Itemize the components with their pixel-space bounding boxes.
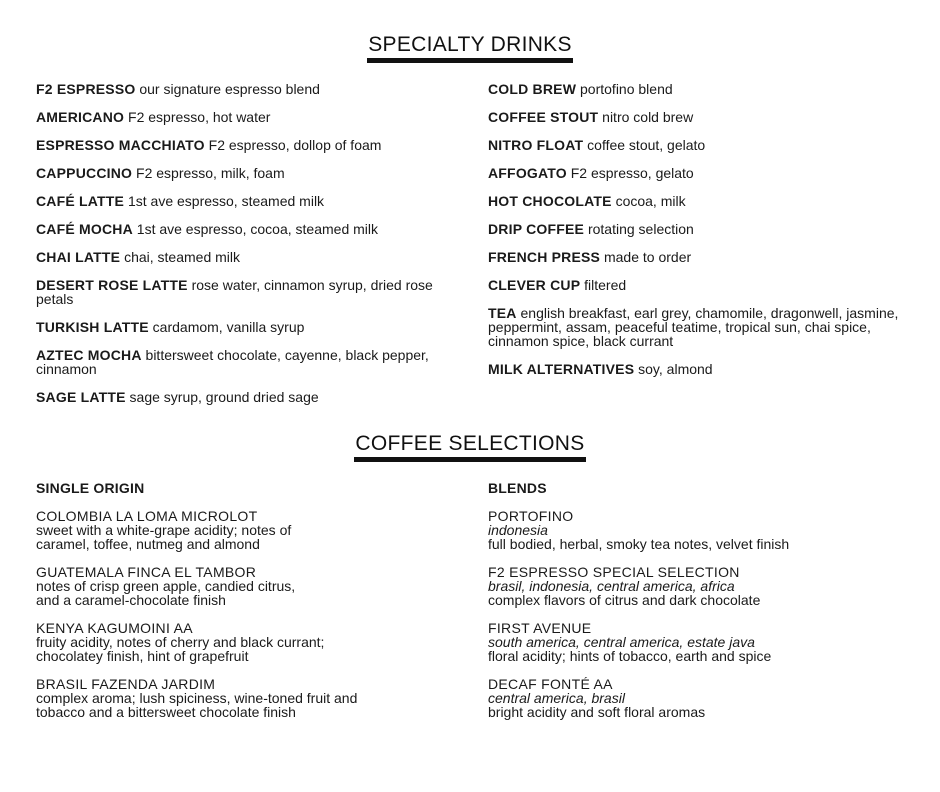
drink-name: COFFEE STOUT: [488, 109, 599, 125]
drink-description: F2 espresso, hot water: [128, 109, 271, 125]
coffee-origin: south america, central america, estate java: [488, 634, 755, 650]
drink-description: cocoa, milk: [615, 193, 686, 209]
coffee-notes: notes of crisp green apple, candied citrus,: [36, 578, 296, 594]
coffee-name: PORTOFINO: [488, 508, 574, 524]
drink-name: COLD BREW: [488, 81, 577, 97]
menu-item: [488, 362, 908, 376]
drink-name: AZTEC MOCHA: [36, 347, 142, 363]
coffee-notes: floral acidity; hints of tobacco, earth and spice: [488, 648, 772, 664]
coffee-notes: complex flavors of citrus and dark chocolate: [488, 592, 761, 608]
menu-item: [488, 166, 908, 180]
coffee-name: FIRST AVENUE: [488, 620, 592, 636]
drink-name: TEA: [488, 305, 517, 321]
coffee-item: [488, 621, 908, 663]
drink-description: F2 espresso, dollop of foam: [208, 137, 382, 153]
menu-item: [36, 166, 446, 180]
coffee-notes: full bodied, herbal, smoky tea notes, velvet finish: [488, 536, 790, 552]
coffee-notes: bright acidity and soft floral aromas: [488, 704, 706, 720]
menu-item: [36, 348, 446, 376]
drink-name: MILK ALTERNATIVES: [488, 361, 635, 377]
drink-description: coffee stout, gelato: [587, 137, 706, 153]
coffee-origin: central america, brasil: [488, 690, 625, 706]
menu-item: [36, 278, 446, 306]
coffee-name: COLOMBIA LA LOMA MICROLOT: [36, 508, 258, 524]
drink-name: F2 ESPRESSO: [36, 81, 136, 97]
menu-item: [488, 82, 908, 96]
coffee-item: [488, 565, 908, 607]
coffee-item: [36, 621, 446, 663]
specialty-drinks-title: SPECIALTY DRINKS: [367, 34, 573, 63]
drink-name: CAFÉ LATTE: [36, 193, 125, 209]
drink-description: F2 espresso, gelato: [570, 165, 694, 181]
menu-item: [488, 194, 908, 208]
menu-item: [488, 138, 908, 152]
menu-item: [36, 320, 446, 334]
coffee-notes: chocolatey finish, hint of grapefruit: [36, 648, 249, 664]
single-origin-heading: SINGLE ORIGIN: [36, 480, 145, 496]
drink-name: AMERICANO: [36, 109, 125, 125]
menu-item: [36, 250, 446, 264]
drink-name: DRIP COFFEE: [488, 221, 585, 237]
drink-description: our signature espresso blend: [139, 81, 320, 97]
specialty-drinks-left-column: [36, 82, 446, 418]
drink-description: made to order: [603, 249, 692, 265]
drink-name: CHAI LATTE: [36, 249, 121, 265]
menu-item: [488, 250, 908, 264]
coffee-notes: and a caramel-chocolate finish: [36, 592, 226, 608]
coffee-name: GUATEMALA FINCA EL TAMBOR: [36, 564, 257, 580]
drink-name: TURKISH LATTE: [36, 319, 149, 335]
drink-description: cardamom, vanilla syrup: [152, 319, 305, 335]
single-origin-column: [36, 481, 446, 733]
coffee-notes: tobacco and a bittersweet chocolate finish: [36, 704, 296, 720]
drink-name: DESERT ROSE LATTE: [36, 277, 188, 293]
drink-description: 1st ave espresso, cocoa, steamed milk: [136, 221, 379, 237]
drink-description: nitro cold brew: [602, 109, 694, 125]
coffee-item: [36, 677, 446, 719]
drink-name: HOT CHOCOLATE: [488, 193, 612, 209]
drink-description: 1st ave espresso, steamed milk: [127, 193, 325, 209]
coffee-name: KENYA KAGUMOINI AA: [36, 620, 193, 636]
menu-item: [488, 278, 908, 292]
drink-description: portofino blend: [580, 81, 673, 97]
coffee-name: F2 ESPRESSO SPECIAL SELECTION: [488, 564, 740, 580]
menu-item: [36, 110, 446, 124]
drink-description: bittersweet chocolate, cayenne, black pepper, cinnamon: [36, 347, 429, 377]
blends-column: [488, 481, 908, 733]
coffee-notes: caramel, toffee, nutmeg and almond: [36, 536, 260, 552]
drink-description: filtered: [584, 277, 627, 293]
coffee-item: [36, 509, 446, 551]
coffee-origin: indonesia: [488, 522, 548, 538]
drink-description: sage syrup, ground dried sage: [129, 389, 319, 405]
drink-name: FRENCH PRESS: [488, 249, 601, 265]
drink-description: rose water, cinnamon syrup, dried rose petals: [36, 277, 433, 307]
menu-item: [36, 390, 446, 404]
coffee-notes: sweet with a white-grape acidity; notes of: [36, 522, 292, 538]
menu-item: [36, 138, 446, 152]
drink-name: CLEVER CUP: [488, 277, 581, 293]
menu-item: [36, 194, 446, 208]
drink-name: CAPPUCCINO: [36, 165, 133, 181]
menu-item: [488, 110, 908, 124]
drink-description: english breakfast, earl grey, chamomile, dragonwell, jasmine, peppermint, assam, peaceful teatime, tropical sun, chai spice, cinnamon spice, black currant: [488, 305, 899, 349]
menu-item: [36, 222, 446, 236]
drink-description: F2 espresso, milk, foam: [136, 165, 285, 181]
drink-description: soy, almond: [638, 361, 713, 377]
drink-name: NITRO FLOAT: [488, 137, 584, 153]
specialty-drinks-right-column: [488, 82, 908, 390]
coffee-notes: complex aroma; lush spiciness, wine-toned fruit and: [36, 690, 358, 706]
menu-item: [488, 222, 908, 236]
drink-name: AFFOGATO: [488, 165, 567, 181]
menu-item: [36, 82, 446, 96]
menu-item: [488, 306, 908, 348]
coffee-selections-heading: [0, 433, 940, 462]
specialty-drinks-heading: [0, 34, 940, 63]
drink-name: ESPRESSO MACCHIATO: [36, 137, 205, 153]
coffee-selections-title: COFFEE SELECTIONS: [354, 433, 585, 462]
drink-name: CAFÉ MOCHA: [36, 221, 133, 237]
blends-heading: BLENDS: [488, 480, 547, 496]
drink-description: rotating selection: [587, 221, 694, 237]
coffee-notes: fruity acidity, notes of cherry and black currant;: [36, 634, 325, 650]
drink-description: chai, steamed milk: [124, 249, 241, 265]
drink-name: SAGE LATTE: [36, 389, 126, 405]
coffee-name: BRASIL FAZENDA JARDIM: [36, 676, 216, 692]
coffee-item: [488, 509, 908, 551]
coffee-name: DECAF FONTÉ AA: [488, 676, 613, 692]
coffee-origin: brasil, indonesia, central america, africa: [488, 578, 735, 594]
coffee-item: [488, 677, 908, 719]
coffee-item: [36, 565, 446, 607]
